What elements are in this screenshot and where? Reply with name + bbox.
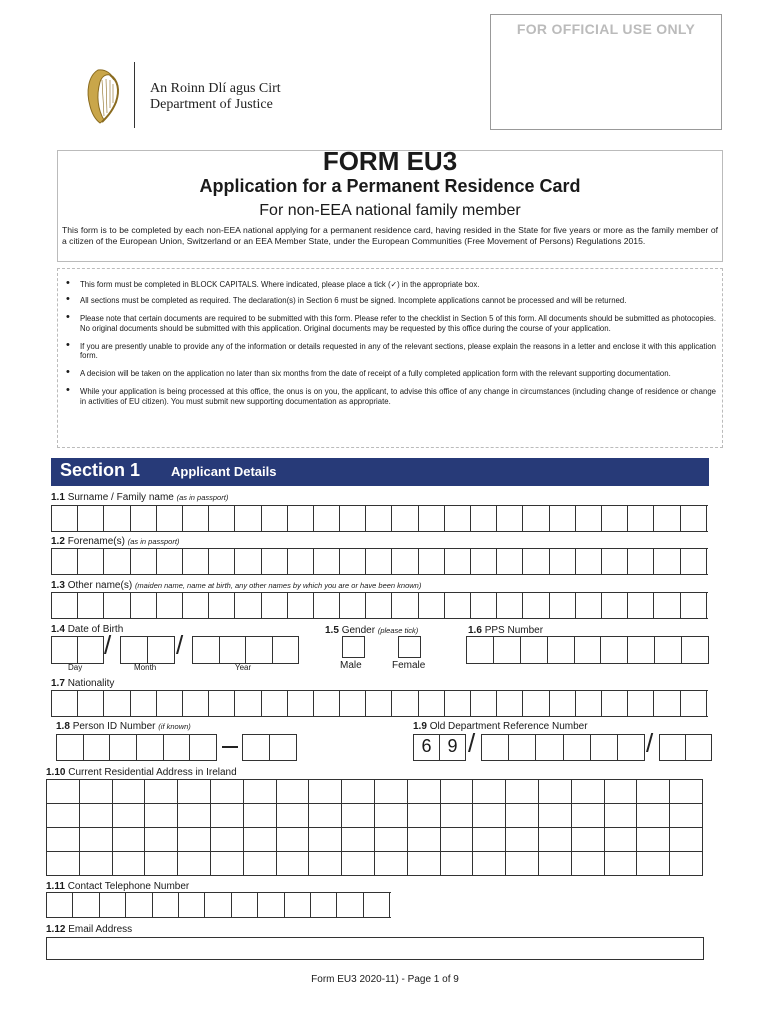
character-box[interactable] [131,549,157,574]
section-title: Applicant Details [171,464,277,479]
character-box[interactable] [548,637,575,663]
character-box[interactable] [78,593,104,618]
form-title: FORM EU3 [322,146,458,176]
character-box[interactable] [235,549,261,574]
other-names-input[interactable] [51,592,708,619]
other-names-label: 1.3 Other name(s) (maiden name, name at birth, any other names by which you are or have been known) [51,580,422,591]
note-item: • All sections must be completed as required. The declaration(s) in Section 6 must be signed. Incomplete applications cannot be processed and will be returned. [66,296,716,305]
character-box[interactable] [572,828,605,852]
character-box[interactable] [536,735,563,760]
character-box[interactable] [183,549,209,574]
character-box[interactable] [628,691,654,716]
character-box[interactable] [654,549,680,574]
department-irish-name: An Roinn Dlí agus Cirt [150,81,281,96]
character-box[interactable] [366,506,392,531]
character-box[interactable] [375,852,408,876]
character-box[interactable] [211,780,244,804]
character-box[interactable] [392,593,418,618]
character-box[interactable] [244,804,277,828]
character-box[interactable] [311,893,337,917]
character-box[interactable] [408,780,441,804]
character-box[interactable] [288,691,314,716]
telephone-input[interactable] [46,892,391,918]
character-box[interactable] [445,506,471,531]
dob-year-input[interactable] [192,636,299,664]
character-box[interactable] [262,691,288,716]
dob-month-caption: Month [134,663,157,672]
character-box[interactable] [364,893,390,917]
character-box[interactable] [100,893,126,917]
character-box[interactable] [497,691,523,716]
character-box[interactable] [686,735,712,760]
dob-slash: / [104,630,112,660]
character-box[interactable] [506,780,539,804]
old-ref-prefix-digit: 6 [414,735,440,760]
address-label: 1.10 Current Residential Address in Ireland [46,767,237,778]
character-box[interactable] [104,506,130,531]
surname-label: 1.1 Surname / Family name (as in passport) [51,492,229,503]
character-box[interactable] [126,893,152,917]
character-box[interactable] [441,804,474,828]
character-box[interactable] [471,549,497,574]
character-box[interactable] [539,804,572,828]
character-box[interactable] [157,691,183,716]
character-box[interactable] [157,549,183,574]
character-box[interactable] [342,852,375,876]
character-box[interactable] [506,828,539,852]
character-box[interactable] [550,593,576,618]
character-box[interactable] [314,593,340,618]
character-box[interactable] [473,780,506,804]
character-box[interactable] [153,893,179,917]
character-box[interactable] [628,637,655,663]
character-box[interactable] [471,593,497,618]
character-box[interactable] [209,593,235,618]
character-box[interactable] [131,593,157,618]
person-id-dash [222,746,238,748]
character-box[interactable] [84,735,111,760]
character-box[interactable] [270,735,297,760]
character-box[interactable] [473,828,506,852]
character-box[interactable] [506,804,539,828]
character-box[interactable] [113,828,146,852]
character-box[interactable] [78,691,104,716]
character-box[interactable] [164,735,191,760]
character-box[interactable] [47,804,80,828]
form-intro: This form is to be completed by each non-EEA national applying for a permanent residence card, having resided in the State for five years or more as the family member of a citizen of the European Union, Switzerland or an EEA Member State, under the European Communities (Free Movement of Persons) Regulations 2015. [62,225,718,246]
character-box[interactable] [340,691,366,716]
character-box[interactable] [342,780,375,804]
character-box[interactable] [211,804,244,828]
gender-male-checkbox[interactable] [342,636,365,658]
character-box[interactable] [471,506,497,531]
character-box[interactable] [576,506,602,531]
character-box[interactable] [145,804,178,828]
character-box[interactable] [523,506,549,531]
character-box[interactable] [539,780,572,804]
character-box[interactable] [654,691,680,716]
character-box[interactable] [419,691,445,716]
character-box[interactable] [681,549,707,574]
note-item: • Please note that certain documents are required to be submitted with this form. Please refer to the checklist in Section 5 of this form. All documents should be submitted as photocopies. No original documents should be submitted with this application. Original documents may be requested by this office during the course of your application. [66,314,716,332]
dob-day-caption: Day [68,663,83,672]
character-box[interactable] [618,735,645,760]
character-box[interactable] [523,691,549,716]
gender-female-checkbox[interactable] [398,636,421,658]
character-box[interactable] [392,506,418,531]
character-box[interactable] [637,828,670,852]
character-box[interactable] [246,637,273,663]
character-box[interactable] [576,549,602,574]
character-box[interactable] [497,549,523,574]
person-id-suffix-input[interactable] [242,734,297,761]
character-box[interactable] [564,735,591,760]
character-box[interactable] [137,735,164,760]
character-box[interactable] [539,852,572,876]
harp-logo-icon [84,66,124,126]
character-box[interactable] [47,893,73,917]
character-box[interactable] [419,593,445,618]
note-item: • A decision will be taken on the application no later than six months from the date of receipt of a fully completed application form with the relevant supporting documentation. [66,369,716,378]
character-box[interactable] [591,735,618,760]
character-box[interactable] [576,691,602,716]
gender-male-label: Male [340,660,362,671]
character-box[interactable] [637,852,670,876]
character-box[interactable] [273,637,300,663]
character-box[interactable] [80,828,113,852]
character-box[interactable] [205,893,231,917]
person-id-label: 1.8 Person ID Number (if known) [56,721,191,732]
character-box[interactable] [277,852,310,876]
character-box[interactable] [670,780,703,804]
character-box[interactable] [605,828,638,852]
character-box[interactable] [52,549,78,574]
old-ref-prefix [413,734,466,761]
character-box[interactable] [467,637,494,663]
character-box[interactable] [288,549,314,574]
character-box[interactable] [408,828,441,852]
character-box[interactable] [340,549,366,574]
character-box[interactable] [309,852,342,876]
character-box[interactable] [220,637,247,663]
character-box[interactable] [628,506,654,531]
nationality-label: 1.7 Nationality [51,678,115,689]
character-box[interactable] [57,735,84,760]
character-box[interactable] [419,549,445,574]
character-box[interactable] [509,735,536,760]
character-box[interactable] [366,691,392,716]
character-box[interactable] [262,593,288,618]
character-box[interactable] [47,852,80,876]
character-box[interactable] [148,637,175,663]
character-box[interactable] [654,506,680,531]
character-box[interactable] [288,593,314,618]
form-tagline: For non-EEA national family member [259,202,521,219]
character-box[interactable] [670,828,703,852]
notes-list [66,280,716,415]
character-box[interactable] [660,735,686,760]
character-box[interactable] [576,593,602,618]
dob-month-input[interactable] [120,636,175,664]
character-box[interactable] [235,506,261,531]
character-box[interactable] [445,549,471,574]
character-box[interactable] [670,852,703,876]
character-box[interactable] [277,828,310,852]
character-box[interactable] [157,506,183,531]
character-box[interactable] [375,804,408,828]
old-ref-slash: / [468,728,476,758]
character-box[interactable] [521,637,548,663]
character-box[interactable] [178,780,211,804]
character-box[interactable] [473,804,506,828]
character-box[interactable] [52,593,78,618]
character-box[interactable] [408,804,441,828]
character-box[interactable] [314,691,340,716]
character-box[interactable] [193,637,220,663]
character-box[interactable] [601,637,628,663]
character-box[interactable] [392,691,418,716]
character-box[interactable] [73,893,99,917]
character-box[interactable] [441,852,474,876]
character-box[interactable] [209,549,235,574]
character-box[interactable] [288,506,314,531]
surname-input[interactable] [51,505,708,532]
character-box[interactable] [244,852,277,876]
character-box[interactable] [550,506,576,531]
character-box[interactable] [572,780,605,804]
character-box[interactable] [506,852,539,876]
official-use-label: FOR OFFICIAL USE ONLY [516,21,696,37]
character-box[interactable] [366,549,392,574]
character-box[interactable] [473,852,506,876]
character-box[interactable] [605,852,638,876]
old-ref-slash: / [646,728,654,758]
character-box[interactable] [104,593,130,618]
character-box[interactable] [183,691,209,716]
character-box[interactable] [235,593,261,618]
old-ref-suffix-input[interactable] [659,734,712,761]
nationality-input[interactable] [51,690,708,717]
character-box[interactable] [244,780,277,804]
address-row [47,852,703,876]
gender-female-label: Female [392,660,426,671]
character-box[interactable] [497,506,523,531]
character-box[interactable] [482,735,509,760]
character-box[interactable] [235,691,261,716]
character-box[interactable] [157,593,183,618]
telephone-label: 1.11 Contact Telephone Number [46,881,190,892]
form-subtitle: Application for a Permanent Residence Card [199,176,581,196]
character-box[interactable] [178,828,211,852]
character-box[interactable] [340,593,366,618]
character-box[interactable] [654,593,680,618]
character-box[interactable] [262,549,288,574]
character-box[interactable] [681,593,707,618]
character-box[interactable] [550,549,576,574]
character-box[interactable] [145,852,178,876]
character-box[interactable] [655,637,682,663]
character-box[interactable] [681,691,707,716]
department-english-name: Department of Justice [150,97,273,112]
forename-label: 1.2 Forename(s) (as in passport) [51,536,180,547]
character-box[interactable] [110,735,137,760]
forename-input[interactable] [51,548,708,575]
character-box[interactable] [78,637,104,663]
character-box[interactable] [131,506,157,531]
character-box[interactable] [258,893,284,917]
pps-label: 1.6 PPS Number [468,625,544,636]
character-box[interactable] [277,804,310,828]
character-box[interactable] [179,893,205,917]
character-box[interactable] [628,549,654,574]
character-box[interactable] [113,852,146,876]
character-box[interactable] [392,549,418,574]
character-box[interactable] [441,780,474,804]
character-box[interactable] [682,637,709,663]
character-box[interactable] [340,506,366,531]
dob-year-caption: Year [235,663,252,672]
character-box[interactable] [47,780,80,804]
character-box[interactable] [209,506,235,531]
character-box[interactable] [314,549,340,574]
character-box[interactable] [190,735,217,760]
character-box[interactable] [244,828,277,852]
character-box[interactable] [575,637,602,663]
character-box[interactable] [605,804,638,828]
character-box[interactable] [309,780,342,804]
character-box[interactable] [211,852,244,876]
character-box[interactable] [121,637,148,663]
character-box[interactable] [104,549,130,574]
character-box[interactable] [445,593,471,618]
character-box[interactable] [366,593,392,618]
logo-divider [134,62,135,128]
character-box[interactable] [277,780,310,804]
character-box[interactable] [523,549,549,574]
character-box[interactable] [113,804,146,828]
character-box[interactable] [602,593,628,618]
character-box[interactable] [80,852,113,876]
character-box[interactable] [342,804,375,828]
character-box[interactable] [52,637,78,663]
character-box[interactable] [494,637,521,663]
address-row [47,828,703,852]
character-box[interactable] [178,804,211,828]
character-box[interactable] [681,506,707,531]
dob-day-input[interactable] [51,636,104,664]
character-box[interactable] [408,852,441,876]
character-box[interactable] [342,828,375,852]
old-ref-number-input[interactable] [481,734,645,761]
old-ref-label: 1.9 Old Department Reference Number [413,721,588,732]
character-box[interactable] [309,804,342,828]
character-box[interactable] [80,780,113,804]
email-input[interactable] [46,937,704,960]
pps-input[interactable] [466,636,709,664]
character-box[interactable] [602,691,628,716]
character-box[interactable] [178,852,211,876]
character-box[interactable] [47,828,80,852]
character-box[interactable] [145,780,178,804]
character-box[interactable] [209,691,235,716]
character-box[interactable] [471,691,497,716]
character-box[interactable] [243,735,270,760]
character-box[interactable] [183,593,209,618]
character-box[interactable] [262,506,288,531]
character-box[interactable] [104,691,130,716]
address-input[interactable] [46,779,703,876]
character-box[interactable] [441,828,474,852]
character-box[interactable] [523,593,549,618]
character-box[interactable] [572,804,605,828]
character-box[interactable] [445,691,471,716]
page-footer: Form EU3 2020-11) - Page 1 of 9 [311,974,459,985]
character-box[interactable] [337,893,363,917]
character-box[interactable] [572,852,605,876]
character-box[interactable] [628,593,654,618]
character-box[interactable] [52,691,78,716]
character-box[interactable] [80,804,113,828]
address-row [47,780,703,804]
character-box[interactable] [78,549,104,574]
character-box[interactable] [550,691,576,716]
character-box[interactable] [314,506,340,531]
character-box[interactable] [637,804,670,828]
character-box[interactable] [309,828,342,852]
character-box[interactable] [375,780,408,804]
official-use-box [490,14,722,130]
character-box[interactable] [113,780,146,804]
character-box[interactable] [605,780,638,804]
dob-slash: / [176,630,184,660]
character-box[interactable] [52,506,78,531]
dob-label: 1.4 Date of Birth [51,624,124,635]
character-box[interactable] [285,893,311,917]
character-box[interactable] [131,691,157,716]
character-box[interactable] [602,506,628,531]
address-row [47,804,703,828]
note-item: • While your application is being processed at this office, the onus is on you, the applicant, to advise this office of any change in circumstances (including change of residence or change in activities of EU citizen). You must submit new supporting documentation as appropriate. [66,387,716,405]
character-box[interactable] [145,828,178,852]
character-box[interactable] [670,804,703,828]
old-ref-prefix-digit: 9 [440,735,466,760]
character-box[interactable] [602,549,628,574]
section-number: Section 1 [60,460,141,480]
character-box[interactable] [419,506,445,531]
note-item: • If you are presently unable to provide any of the information or details requested in any of the relevant sections, please explain the reasons in a letter and enclose it with this application form. [66,342,716,360]
person-id-input[interactable] [56,734,217,761]
character-box[interactable] [183,506,209,531]
character-box[interactable] [375,828,408,852]
section-header [51,458,709,486]
character-box[interactable] [232,893,258,917]
email-label: 1.12 Email Address [46,924,133,935]
character-box[interactable] [211,828,244,852]
character-box[interactable] [539,828,572,852]
character-box[interactable] [78,506,104,531]
note-item: • This form must be completed in BLOCK CAPITALS. Where indicated, please place a tick (✓) in the appropriate box. [66,280,716,289]
character-box[interactable] [497,593,523,618]
character-box[interactable] [637,780,670,804]
gender-label: 1.5 Gender (please tick) [325,625,419,636]
